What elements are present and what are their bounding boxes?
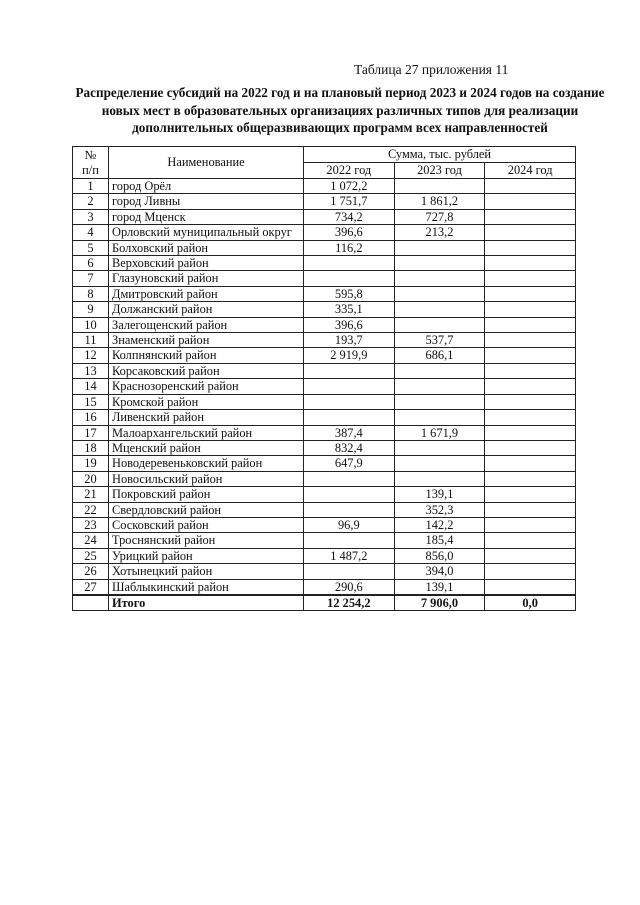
row-value-2022	[304, 271, 395, 286]
row-value-2024	[485, 487, 576, 502]
row-name: Малоархангельский район	[109, 425, 304, 440]
row-value-2022	[304, 379, 395, 394]
table-row	[73, 225, 576, 240]
table-row	[73, 456, 576, 471]
row-name: Колпнянский район	[109, 348, 304, 363]
row-value-2024	[485, 348, 576, 363]
table-row	[73, 425, 576, 440]
row-number: 18	[73, 440, 109, 455]
table-row	[73, 286, 576, 301]
row-value-2023	[394, 363, 485, 378]
row-value-2024	[485, 425, 576, 440]
table-row	[73, 302, 576, 317]
table-row	[73, 471, 576, 486]
row-value-2024	[485, 302, 576, 317]
row-value-2024	[485, 579, 576, 595]
row-number: 10	[73, 317, 109, 332]
table-row	[73, 410, 576, 425]
row-name: город Ливны	[109, 194, 304, 209]
row-number: 5	[73, 240, 109, 255]
row-name: Покровский район	[109, 487, 304, 502]
row-value-2023	[394, 240, 485, 255]
total-number	[73, 595, 109, 611]
row-name: Болховский район	[109, 240, 304, 255]
row-value-2024	[485, 517, 576, 532]
row-value-2024	[485, 179, 576, 194]
row-value-2022: 193,7	[304, 333, 395, 348]
row-number: 11	[73, 333, 109, 348]
row-value-2022: 2 919,9	[304, 348, 395, 363]
table-row	[73, 548, 576, 563]
row-number: 22	[73, 502, 109, 517]
header-number	[73, 147, 109, 179]
row-number: 14	[73, 379, 109, 394]
row-value-2023: 686,1	[394, 348, 485, 363]
row-number: 8	[73, 286, 109, 301]
table-row	[73, 363, 576, 378]
row-value-2023	[394, 256, 485, 271]
row-value-2022: 335,1	[304, 302, 395, 317]
row-name: Корсаковский район	[109, 363, 304, 378]
row-value-2024	[485, 271, 576, 286]
row-value-2024	[485, 240, 576, 255]
row-name: Шаблыкинский район	[109, 579, 304, 595]
row-value-2024	[485, 394, 576, 409]
table-row	[73, 179, 576, 194]
row-value-2024	[485, 548, 576, 563]
row-value-2024	[485, 533, 576, 548]
total-2023: 7 906,0	[394, 595, 485, 611]
row-value-2022	[304, 410, 395, 425]
table-row	[73, 487, 576, 502]
document-title: Распределение субсидий на 2022 год и на плановый период 2023 и 2024 годов на создание новых мест в образовательных организациях различных типов для реализации дополнительных общеразвивающих программ всех направленностей	[75, 85, 605, 135]
header-name: Наименование	[109, 147, 304, 179]
table-row	[73, 564, 576, 579]
subsidy-table	[72, 146, 576, 611]
table-body	[73, 179, 576, 611]
header-sum: Сумма, тыс. рублей	[304, 147, 576, 163]
row-value-2023: 856,0	[394, 548, 485, 563]
row-value-2024	[485, 256, 576, 271]
row-value-2024	[485, 363, 576, 378]
row-value-2024	[485, 286, 576, 301]
row-number: 27	[73, 579, 109, 595]
row-value-2023	[394, 410, 485, 425]
row-value-2023	[394, 394, 485, 409]
table-row	[73, 579, 576, 595]
row-value-2024	[485, 456, 576, 471]
row-number: 9	[73, 302, 109, 317]
row-number: 19	[73, 456, 109, 471]
row-number: 2	[73, 194, 109, 209]
table-row	[73, 348, 576, 363]
row-value-2023	[394, 456, 485, 471]
row-name: город Мценск	[109, 209, 304, 224]
row-name: Знаменский район	[109, 333, 304, 348]
row-value-2023: 139,1	[394, 579, 485, 595]
header-number-line1: №	[84, 147, 97, 162]
table-row	[73, 517, 576, 532]
row-name: Дмитровский район	[109, 286, 304, 301]
row-number: 16	[73, 410, 109, 425]
table-row	[73, 209, 576, 224]
row-value-2023	[394, 471, 485, 486]
row-value-2022	[304, 256, 395, 271]
row-value-2022	[304, 533, 395, 548]
row-value-2023: 213,2	[394, 225, 485, 240]
row-value-2024	[485, 440, 576, 455]
row-number: 6	[73, 256, 109, 271]
row-number: 23	[73, 517, 109, 532]
row-number: 12	[73, 348, 109, 363]
row-number: 3	[73, 209, 109, 224]
row-value-2023	[394, 317, 485, 332]
row-value-2022: 1 487,2	[304, 548, 395, 563]
row-value-2022: 647,9	[304, 456, 395, 471]
row-value-2022: 96,9	[304, 517, 395, 532]
row-value-2022	[304, 394, 395, 409]
row-value-2023: 1 861,2	[394, 194, 485, 209]
row-value-2024	[485, 317, 576, 332]
row-number: 17	[73, 425, 109, 440]
row-value-2023	[394, 302, 485, 317]
row-name: Троснянский район	[109, 533, 304, 548]
row-name: Ливенский район	[109, 410, 304, 425]
row-value-2023: 394,0	[394, 564, 485, 579]
row-value-2023: 1 671,9	[394, 425, 485, 440]
row-value-2023	[394, 271, 485, 286]
row-value-2022	[304, 502, 395, 517]
row-value-2023	[394, 440, 485, 455]
row-number: 26	[73, 564, 109, 579]
row-number: 21	[73, 487, 109, 502]
row-value-2022: 116,2	[304, 240, 395, 255]
row-value-2024	[485, 225, 576, 240]
header-2024: 2024 год	[485, 163, 576, 179]
row-number: 13	[73, 363, 109, 378]
row-name: Орловский муниципальный округ	[109, 225, 304, 240]
row-value-2023: 727,8	[394, 209, 485, 224]
row-value-2022	[304, 363, 395, 378]
table-row	[73, 271, 576, 286]
row-name: Хотынецкий район	[109, 564, 304, 579]
row-value-2022	[304, 487, 395, 502]
row-value-2022	[304, 564, 395, 579]
table-row	[73, 533, 576, 548]
total-2024: 0,0	[485, 595, 576, 611]
row-name: Кромской район	[109, 394, 304, 409]
total-row	[73, 595, 576, 611]
total-2022: 12 254,2	[304, 595, 395, 611]
row-name: Глазуновский район	[109, 271, 304, 286]
table-row	[73, 240, 576, 255]
row-name: Краснозоренский район	[109, 379, 304, 394]
row-number: 1	[73, 179, 109, 194]
row-value-2023: 352,3	[394, 502, 485, 517]
table-row	[73, 333, 576, 348]
row-name: Урицкий район	[109, 548, 304, 563]
row-value-2022: 290,6	[304, 579, 395, 595]
row-value-2024	[485, 471, 576, 486]
table-row	[73, 502, 576, 517]
row-name: город Орёл	[109, 179, 304, 194]
header-2022: 2022 год	[304, 163, 395, 179]
row-value-2023	[394, 179, 485, 194]
row-name: Новодеревеньковский район	[109, 456, 304, 471]
row-value-2022: 832,4	[304, 440, 395, 455]
row-number: 7	[73, 271, 109, 286]
row-value-2023: 537,7	[394, 333, 485, 348]
row-value-2023: 142,2	[394, 517, 485, 532]
row-name: Должанский район	[109, 302, 304, 317]
row-number: 24	[73, 533, 109, 548]
row-value-2022: 396,6	[304, 225, 395, 240]
row-value-2022: 734,2	[304, 209, 395, 224]
row-value-2022: 1 751,7	[304, 194, 395, 209]
row-value-2024	[485, 333, 576, 348]
row-value-2022: 387,4	[304, 425, 395, 440]
table-row	[73, 256, 576, 271]
row-value-2024	[485, 502, 576, 517]
table-row	[73, 194, 576, 209]
row-number: 4	[73, 225, 109, 240]
row-value-2023: 139,1	[394, 487, 485, 502]
total-label: Итого	[109, 595, 304, 611]
row-number: 25	[73, 548, 109, 563]
header-number-line2: п/п	[82, 162, 99, 177]
row-value-2024	[485, 410, 576, 425]
row-name: Свердловский район	[109, 502, 304, 517]
row-value-2022: 396,6	[304, 317, 395, 332]
table-caption: Таблица 27 приложения 11	[354, 62, 509, 77]
table-row	[73, 440, 576, 455]
row-value-2024	[485, 194, 576, 209]
row-value-2023	[394, 286, 485, 301]
table-row	[73, 379, 576, 394]
row-value-2024	[485, 564, 576, 579]
row-name: Новосильский район	[109, 471, 304, 486]
row-value-2022	[304, 471, 395, 486]
row-name: Залегощенский район	[109, 317, 304, 332]
header-2023: 2023 год	[394, 163, 485, 179]
row-number: 15	[73, 394, 109, 409]
table-row	[73, 317, 576, 332]
row-value-2023	[394, 379, 485, 394]
table-row	[73, 394, 576, 409]
row-value-2023: 185,4	[394, 533, 485, 548]
row-value-2024	[485, 379, 576, 394]
row-name: Мценский район	[109, 440, 304, 455]
row-name: Верховский район	[109, 256, 304, 271]
row-value-2022: 595,8	[304, 286, 395, 301]
row-value-2024	[485, 209, 576, 224]
row-number: 20	[73, 471, 109, 486]
row-value-2022: 1 072,2	[304, 179, 395, 194]
row-name: Сосковский район	[109, 517, 304, 532]
